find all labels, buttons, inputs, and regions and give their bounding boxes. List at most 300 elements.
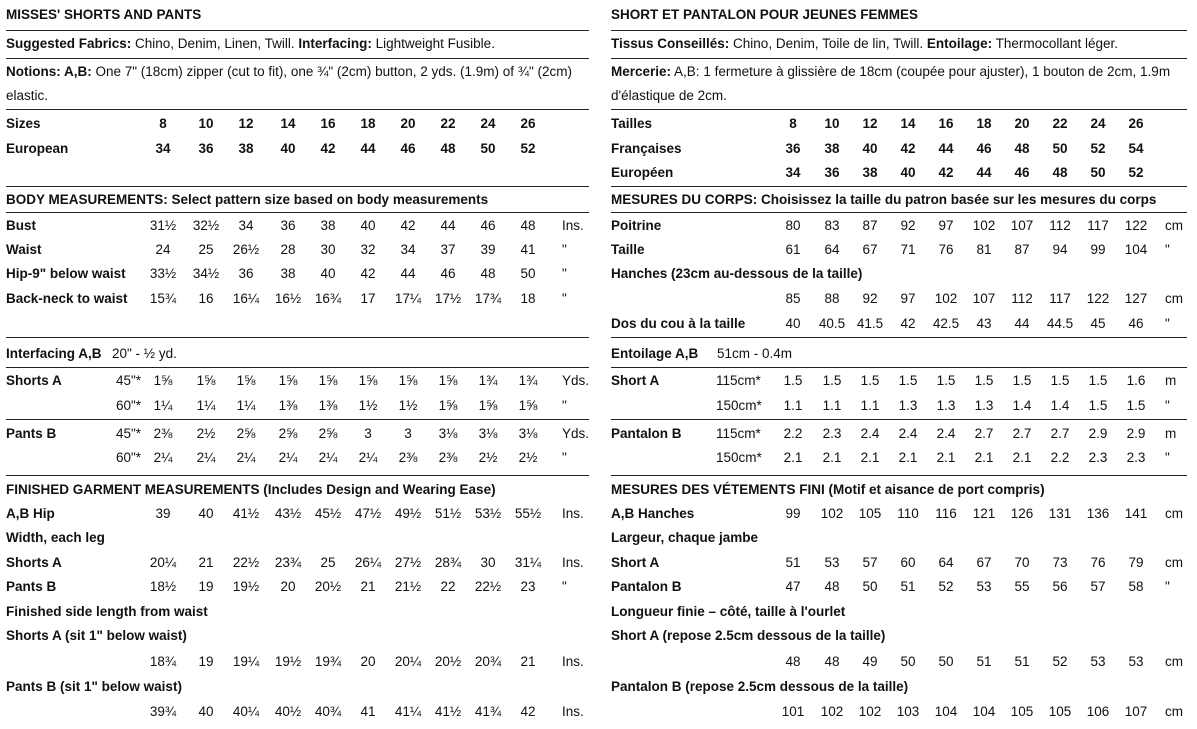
size-value: 36 bbox=[198, 141, 214, 156]
section-rule bbox=[6, 337, 589, 338]
size-value: 39¾ bbox=[149, 704, 177, 719]
size-value: 52 bbox=[938, 579, 954, 594]
size-value: 1.5 bbox=[1088, 398, 1108, 413]
size-value: 33½ bbox=[149, 266, 177, 281]
size-value: 36 bbox=[824, 165, 840, 180]
size-value: 52 bbox=[520, 141, 536, 156]
size-value: 46 bbox=[440, 266, 456, 281]
size-value: 2.7 bbox=[1012, 426, 1032, 441]
size-value: 48 bbox=[1014, 141, 1030, 156]
size-value: 2½ bbox=[518, 450, 538, 465]
unit-label: cm bbox=[1165, 506, 1183, 521]
size-value: 41½ bbox=[232, 506, 260, 521]
size-value: 42 bbox=[360, 266, 376, 281]
size-value: 42.5 bbox=[932, 316, 960, 331]
size-value: 30 bbox=[480, 555, 496, 570]
size-value: 8 bbox=[789, 116, 797, 131]
fabrics-label: Tissus Conseillés: bbox=[611, 36, 730, 51]
size-value: 51 bbox=[1014, 654, 1030, 669]
size-value: 48 bbox=[520, 218, 536, 233]
size-value: 18 bbox=[520, 291, 536, 306]
size-value: 122 bbox=[1086, 291, 1110, 306]
unit-label: cm bbox=[1165, 291, 1183, 306]
size-value: 1⅝ bbox=[318, 373, 338, 388]
size-value: 20½ bbox=[434, 654, 462, 669]
size-value: 1⅝ bbox=[398, 373, 418, 388]
size-value: 53 bbox=[1090, 654, 1106, 669]
row-label: Tailles bbox=[611, 116, 653, 131]
size-value: 37 bbox=[440, 242, 456, 257]
size-value: 44 bbox=[976, 165, 992, 180]
size-value: 2.1 bbox=[822, 450, 842, 465]
size-value: 44 bbox=[400, 266, 416, 281]
row-label: Taille bbox=[611, 242, 645, 257]
size-value: 32 bbox=[360, 242, 376, 257]
size-value: 58 bbox=[1128, 579, 1144, 594]
size-value: 40 bbox=[360, 218, 376, 233]
yardage-row bbox=[611, 394, 1187, 418]
body-measurements-title: MESURES DU CORPS: Choisissez la taille du patron basée sur les mesures du corps bbox=[611, 192, 1157, 207]
section-rule bbox=[6, 367, 589, 368]
body-row bbox=[6, 214, 589, 238]
row-label: Shorts A bbox=[6, 555, 62, 570]
fabrics-label: Suggested Fabrics: bbox=[6, 36, 132, 51]
size-value: 107 bbox=[1124, 704, 1148, 719]
size-value: 73 bbox=[1052, 555, 1068, 570]
size-value: 40 bbox=[900, 165, 916, 180]
size-value: 53 bbox=[976, 579, 992, 594]
size-value: 34½ bbox=[192, 266, 220, 281]
fabric-width: 45"* bbox=[116, 426, 142, 441]
row-label: Françaises bbox=[611, 141, 682, 156]
unit-label: Yds. bbox=[562, 373, 590, 388]
yardage-row bbox=[611, 422, 1187, 446]
size-value: 16¼ bbox=[232, 291, 260, 306]
size-value: 47½ bbox=[354, 506, 382, 521]
size-value: 2¼ bbox=[358, 450, 378, 465]
interfacing-value: 20" - ½ yd. bbox=[112, 346, 177, 361]
size-value: 16 bbox=[938, 116, 954, 131]
size-value: 1¾ bbox=[478, 373, 498, 388]
size-value: 1.5 bbox=[860, 373, 880, 388]
size-value: 19½ bbox=[274, 654, 302, 669]
size-value: 40.5 bbox=[818, 316, 846, 331]
size-value: 16¾ bbox=[314, 291, 342, 306]
size-value: 46 bbox=[1014, 165, 1030, 180]
yardage-row bbox=[6, 369, 589, 393]
size-value: 20 bbox=[280, 579, 296, 594]
size-value: 22 bbox=[440, 116, 456, 131]
size-value: 8 bbox=[159, 116, 167, 131]
size-value: 49½ bbox=[394, 506, 422, 521]
europeen-row bbox=[611, 161, 1187, 185]
size-value: 17¾ bbox=[474, 291, 502, 306]
size-value: 76 bbox=[938, 242, 954, 257]
interfacing-label: Entoilage: bbox=[926, 36, 993, 51]
size-value: 94 bbox=[1052, 242, 1068, 257]
size-value: 36 bbox=[280, 218, 296, 233]
size-value: 46 bbox=[480, 218, 496, 233]
size-value: 70 bbox=[1014, 555, 1030, 570]
size-value: 3 bbox=[404, 426, 412, 441]
suggested-fabrics bbox=[611, 32, 1187, 56]
interfacing-text: Thermocollant léger. bbox=[992, 36, 1118, 51]
size-value: 40 bbox=[198, 704, 214, 719]
size-value: 48 bbox=[440, 141, 456, 156]
size-value: 105 bbox=[1048, 704, 1072, 719]
shorts-width-row bbox=[6, 551, 589, 575]
size-value: 20¾ bbox=[474, 654, 502, 669]
size-value: 81 bbox=[976, 242, 992, 257]
size-value: 1.6 bbox=[1126, 373, 1146, 388]
size-value: 1¼ bbox=[196, 398, 216, 413]
size-value: 22½ bbox=[474, 579, 502, 594]
size-value: 2.1 bbox=[936, 450, 956, 465]
notions-label: Notions: A,B: bbox=[6, 64, 92, 79]
dos-row bbox=[611, 312, 1187, 336]
fabrics-text: Chino, Denim, Linen, Twill. bbox=[131, 36, 299, 51]
shorts-length-label: Short A (repose 2.5cm dessous de la taille) bbox=[611, 628, 886, 643]
interfacing-label: Interfacing A,B bbox=[6, 346, 102, 361]
size-value: 41.5 bbox=[856, 316, 884, 331]
size-value: 101 bbox=[781, 704, 805, 719]
size-value: 40 bbox=[280, 141, 296, 156]
european-row bbox=[6, 137, 589, 161]
row-label: Back-neck to waist bbox=[6, 291, 128, 306]
size-value: 1.1 bbox=[783, 398, 803, 413]
size-value: 2⅝ bbox=[278, 426, 298, 441]
size-value: 31½ bbox=[149, 218, 177, 233]
size-value: 24 bbox=[1090, 116, 1106, 131]
row-label: Dos du cou à la taille bbox=[611, 316, 746, 331]
shorts-length-label: Shorts A (sit 1" below waist) bbox=[6, 628, 187, 643]
size-value: 103 bbox=[896, 704, 920, 719]
row-label: A,B Hanches bbox=[611, 506, 695, 521]
size-value: 2⅜ bbox=[438, 450, 458, 465]
unit-label: " bbox=[562, 291, 567, 306]
size-value: 52 bbox=[1090, 141, 1106, 156]
unit-label: cm bbox=[1165, 555, 1183, 570]
pants-length-row bbox=[6, 700, 589, 724]
size-value: 1⅝ bbox=[196, 373, 216, 388]
size-value: 41¼ bbox=[394, 704, 422, 719]
size-value: 10 bbox=[198, 116, 214, 131]
notions bbox=[6, 60, 589, 108]
size-value: 2¼ bbox=[236, 450, 256, 465]
size-value: 1⅝ bbox=[518, 398, 538, 413]
section-rule bbox=[611, 212, 1187, 213]
size-value: 50 bbox=[862, 579, 878, 594]
size-value: 117 bbox=[1049, 291, 1071, 306]
body-row bbox=[6, 287, 589, 311]
unit-label: " bbox=[562, 242, 567, 257]
section-rule bbox=[611, 367, 1187, 368]
row-label: Hip-9" below waist bbox=[6, 266, 126, 281]
size-value: 107 bbox=[972, 291, 996, 306]
size-value: 1⅝ bbox=[153, 373, 173, 388]
size-value: 51 bbox=[785, 555, 801, 570]
size-value: 80 bbox=[785, 218, 801, 233]
size-value: 26 bbox=[1128, 116, 1144, 131]
size-value: 1.5 bbox=[974, 373, 994, 388]
size-value: 141 bbox=[1124, 506, 1148, 521]
size-value: 46 bbox=[1128, 316, 1144, 331]
size-value: 2.1 bbox=[898, 450, 918, 465]
size-value: 44 bbox=[1014, 316, 1030, 331]
size-value: 20½ bbox=[314, 579, 342, 594]
size-value: 2.2 bbox=[783, 426, 803, 441]
size-value: 41 bbox=[360, 704, 376, 719]
unit-label: " bbox=[562, 398, 567, 413]
size-value: 20¼ bbox=[149, 555, 177, 570]
size-value: 19 bbox=[198, 654, 214, 669]
size-value: 36 bbox=[238, 266, 254, 281]
size-value: 2.9 bbox=[1126, 426, 1146, 441]
size-value: 21 bbox=[520, 654, 536, 669]
size-value: 85 bbox=[785, 291, 801, 306]
size-value: 1.3 bbox=[898, 398, 918, 413]
size-value: 1.5 bbox=[783, 373, 803, 388]
size-value: 52 bbox=[1128, 165, 1144, 180]
size-value: 18¾ bbox=[149, 654, 177, 669]
size-value: 2¼ bbox=[153, 450, 173, 465]
size-value: 17¼ bbox=[394, 291, 422, 306]
size-value: 50 bbox=[938, 654, 954, 669]
size-value: 2.7 bbox=[974, 426, 994, 441]
size-value: 19½ bbox=[232, 579, 260, 594]
fabric-width: 150cm* bbox=[716, 450, 762, 465]
size-value: 48 bbox=[785, 654, 801, 669]
section-title: SHORT ET PANTALON POUR JEUNES FEMMES bbox=[611, 7, 919, 22]
size-value: 56 bbox=[1052, 579, 1068, 594]
size-value: 126 bbox=[1010, 506, 1034, 521]
unit-label: Ins. bbox=[562, 218, 584, 233]
size-value: 1⅝ bbox=[278, 373, 298, 388]
section-rule bbox=[611, 109, 1187, 110]
size-value: 106 bbox=[1086, 704, 1110, 719]
size-value: 20 bbox=[400, 116, 416, 131]
unit-label: cm bbox=[1165, 704, 1183, 719]
size-value: 20¼ bbox=[394, 654, 422, 669]
unit-label: " bbox=[562, 450, 567, 465]
size-value: 1¼ bbox=[153, 398, 173, 413]
size-value: 25 bbox=[320, 555, 336, 570]
size-value: 112 bbox=[1049, 218, 1071, 233]
size-value: 2.1 bbox=[974, 450, 994, 465]
size-value: 51½ bbox=[434, 506, 462, 521]
size-value: 3⅛ bbox=[478, 426, 498, 441]
size-value: 43 bbox=[976, 316, 992, 331]
size-value: 22 bbox=[440, 579, 456, 594]
unit-label: " bbox=[1165, 316, 1170, 331]
section-rule bbox=[611, 186, 1187, 187]
size-value: 2⅝ bbox=[318, 426, 338, 441]
size-value: 122 bbox=[1124, 218, 1148, 233]
unit-label: cm bbox=[1165, 654, 1183, 669]
size-value: 19¾ bbox=[314, 654, 342, 669]
fabrics-text: Chino, Denim, Toile de lin, Twill. bbox=[729, 36, 927, 51]
side-length-label: Finished side length from waist bbox=[6, 604, 208, 619]
fabric-width: 60"* bbox=[116, 398, 142, 413]
size-value: 50 bbox=[1052, 141, 1068, 156]
size-value: 2.3 bbox=[822, 426, 842, 441]
size-value: 105 bbox=[858, 506, 882, 521]
size-value: 19¼ bbox=[232, 654, 260, 669]
section-rule bbox=[6, 419, 589, 420]
size-value: 42 bbox=[900, 141, 916, 156]
size-value: 31¼ bbox=[514, 555, 542, 570]
unit-label: Yds. bbox=[562, 426, 590, 441]
size-value: 102 bbox=[972, 218, 996, 233]
size-value: 42 bbox=[938, 165, 954, 180]
size-value: 67 bbox=[976, 555, 992, 570]
section-rule bbox=[611, 337, 1187, 338]
size-value: 20 bbox=[1014, 116, 1030, 131]
size-value: 1.3 bbox=[974, 398, 994, 413]
size-value: 1⅝ bbox=[438, 373, 458, 388]
row-label: Pantalon B bbox=[611, 426, 682, 441]
notions-text: A,B: 1 fermeture à glissière de 18cm (coupée pour ajuster), 1 bouton de 2cm, 1.9m d'élastique de 2cm. bbox=[611, 64, 1171, 103]
row-label: Bust bbox=[6, 218, 36, 233]
size-value: 14 bbox=[280, 116, 296, 131]
section-rule bbox=[6, 186, 589, 187]
interfacing-row bbox=[6, 342, 589, 366]
sizes-row bbox=[611, 112, 1187, 136]
size-value: 46 bbox=[976, 141, 992, 156]
size-value: 48 bbox=[1052, 165, 1068, 180]
size-value: 76 bbox=[1090, 555, 1106, 570]
size-value: 40 bbox=[862, 141, 878, 156]
size-value: 116 bbox=[935, 506, 957, 521]
size-value: 2.3 bbox=[1088, 450, 1108, 465]
size-value: 2¼ bbox=[196, 450, 216, 465]
interfacing-text: Lightweight Fusible. bbox=[371, 36, 495, 51]
shorts-length-row bbox=[6, 650, 589, 674]
unit-label: " bbox=[562, 266, 567, 281]
yardage-row bbox=[6, 394, 589, 418]
row-label: Short A bbox=[611, 373, 660, 388]
row-label: Pants B bbox=[6, 579, 57, 594]
size-value: 50 bbox=[480, 141, 496, 156]
size-value: 121 bbox=[972, 506, 996, 521]
size-value: 1⅝ bbox=[358, 373, 378, 388]
section-rule bbox=[611, 58, 1187, 59]
size-value: 24 bbox=[155, 242, 171, 257]
size-value: 21 bbox=[198, 555, 214, 570]
pants-length-row bbox=[611, 700, 1187, 724]
finished-title: MESURES DES VÉTEMENTS FINI (Motif et aisance de port compris) bbox=[611, 482, 1045, 497]
size-value: 102 bbox=[934, 291, 958, 306]
unit-label: Ins. bbox=[562, 506, 584, 521]
size-value: 22½ bbox=[232, 555, 260, 570]
size-value: 53 bbox=[824, 555, 840, 570]
side-length-label: Longueur finie – côté, taille à l'ourlet bbox=[611, 604, 846, 619]
size-value: 2.1 bbox=[1012, 450, 1032, 465]
size-value: 34 bbox=[785, 165, 801, 180]
width-label: Width, each leg bbox=[6, 530, 105, 545]
section-title: MISSES' SHORTS AND PANTS bbox=[6, 7, 202, 22]
size-value: 25 bbox=[198, 242, 214, 257]
size-value: 71 bbox=[900, 242, 916, 257]
interfacing-row bbox=[611, 342, 1187, 366]
size-value: 45 bbox=[1090, 316, 1106, 331]
interfacing-label: Interfacing: bbox=[298, 36, 372, 51]
size-value: 42 bbox=[520, 704, 536, 719]
body-row bbox=[6, 262, 589, 286]
size-value: 1.5 bbox=[1012, 373, 1032, 388]
size-value: 48 bbox=[480, 266, 496, 281]
size-value: 44 bbox=[440, 218, 456, 233]
size-value: 102 bbox=[858, 704, 882, 719]
francaises-row bbox=[611, 137, 1187, 161]
size-value: 34 bbox=[400, 242, 416, 257]
size-value: 49 bbox=[862, 654, 878, 669]
body-row bbox=[611, 214, 1187, 238]
row-label: Poitrine bbox=[611, 218, 662, 233]
sizes-row bbox=[6, 112, 589, 136]
size-value: 79 bbox=[1128, 555, 1144, 570]
size-value: 41¾ bbox=[474, 704, 502, 719]
size-value: 44.5 bbox=[1046, 316, 1074, 331]
size-value: 1⅝ bbox=[478, 398, 498, 413]
size-value: 1.1 bbox=[822, 398, 842, 413]
size-value: 23¾ bbox=[274, 555, 302, 570]
size-value: 12 bbox=[862, 116, 878, 131]
size-value: 99 bbox=[1090, 242, 1106, 257]
yardage-row bbox=[611, 446, 1187, 470]
size-value: 1.5 bbox=[1126, 398, 1146, 413]
size-value: 40 bbox=[198, 506, 214, 521]
fabric-width: 45"* bbox=[116, 373, 142, 388]
row-label: Short A bbox=[611, 555, 660, 570]
pants-length-label: Pantalon B (repose 2.5cm dessous de la taille) bbox=[611, 679, 909, 694]
unit-label: " bbox=[1165, 398, 1170, 413]
size-value: 97 bbox=[900, 291, 916, 306]
row-label: Shorts A bbox=[6, 373, 62, 388]
size-value: 18 bbox=[976, 116, 992, 131]
size-value: 2⅝ bbox=[236, 426, 256, 441]
unit-label: Ins. bbox=[562, 654, 584, 669]
size-value: 24 bbox=[480, 116, 496, 131]
size-value: 67 bbox=[862, 242, 878, 257]
size-value: 38 bbox=[280, 266, 296, 281]
unit-label: Ins. bbox=[562, 555, 584, 570]
section-rule bbox=[6, 30, 589, 31]
size-value: 2⅜ bbox=[398, 450, 418, 465]
size-value: 99 bbox=[785, 506, 801, 521]
row-label: Sizes bbox=[6, 116, 41, 131]
section-rule bbox=[611, 30, 1187, 31]
size-value: 18½ bbox=[149, 579, 177, 594]
section-rule bbox=[6, 109, 589, 110]
size-value: 1⅜ bbox=[278, 398, 298, 413]
size-value: 46 bbox=[400, 141, 416, 156]
size-value: 44 bbox=[938, 141, 954, 156]
size-value: 39 bbox=[480, 242, 496, 257]
yardage-row bbox=[611, 369, 1187, 393]
size-value: 15¾ bbox=[149, 291, 177, 306]
size-value: 104 bbox=[934, 704, 958, 719]
size-value: 16 bbox=[198, 291, 214, 306]
size-value: 1.1 bbox=[860, 398, 880, 413]
notions bbox=[611, 60, 1187, 108]
size-value: 45½ bbox=[314, 506, 342, 521]
size-value: 40 bbox=[785, 316, 801, 331]
size-value: 2.4 bbox=[860, 426, 880, 441]
size-value: 92 bbox=[862, 291, 878, 306]
body-measurements-title: BODY MEASUREMENTS: Select pattern size based on body measurements bbox=[6, 192, 489, 207]
notions-label: Mercerie: bbox=[611, 64, 672, 79]
